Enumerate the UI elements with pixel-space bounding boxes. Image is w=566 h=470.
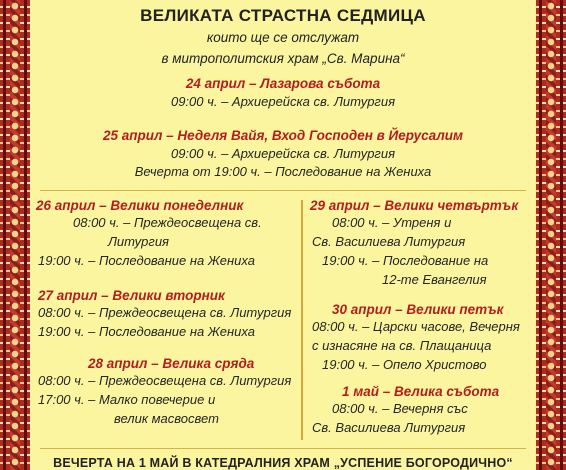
day-date: 25 април – Неделя Вайя, Вход Господен в Йерусалим	[103, 128, 463, 143]
service-line: Св. Василиева Литургия	[312, 234, 466, 249]
day-block-27-april	[36, 288, 298, 341]
day-date: 28 април – Велика сряда	[88, 356, 255, 371]
day-date: 24 април – Лазарова събота	[185, 76, 381, 91]
service-line: 09:00 ч. – Архиерейска св. Литургия	[170, 146, 396, 161]
day-date: 1 май – Велика събота	[342, 384, 500, 399]
left-ornamental-border	[0, 0, 30, 470]
service-line: 19:00 ч. – Опело Христово	[322, 357, 487, 372]
day-date: 30 април – Велики петък	[332, 302, 504, 317]
day-block-25-april	[30, 128, 536, 179]
service-line: 08:00 ч. – Преждеосвещена св. Литургия	[38, 373, 292, 388]
day-block-26-april	[36, 198, 298, 270]
service-line: 08:00 ч. – Царски часове, Вечерня	[312, 319, 520, 334]
day-block-30-april	[310, 302, 532, 374]
service-line: 19:00 ч. – Последование на Жениха	[38, 324, 255, 339]
right-ornamental-border	[536, 0, 566, 470]
service-line: Литургия	[108, 234, 170, 249]
service-line: Св. Василиева Литургия	[312, 420, 466, 435]
service-line: 08:00 ч. – Преждеосвещена св. Литургия	[38, 305, 292, 320]
footer-note: ВЕЧЕРТА НА 1 МАЙ В КАТЕДРАЛНИЯ ХРАМ „УСПЕНИЕ БОГОРОДИЧНО“	[53, 456, 513, 470]
service-line: велик масвосвет	[114, 411, 219, 426]
day-date: 29 април – Велики четвъртък	[310, 198, 519, 213]
service-line: 09:00 ч. – Архиерейска св. Литургия	[170, 94, 396, 109]
day-date: 26 април – Велики понеделник	[36, 198, 244, 213]
subtitle-line-1: които ще се отслужат	[206, 30, 360, 45]
page-title: ВЕЛИКАТА СТРАСТНА СЕДМИЦА	[140, 6, 426, 25]
service-line: 19:00 ч. – Последование на	[322, 253, 489, 268]
service-line: 19:00 ч. – Последование на Жениха	[38, 253, 255, 268]
service-line: 12-те Евангелия	[382, 272, 487, 287]
day-block-24-april	[30, 76, 536, 109]
day-block-28-april	[36, 356, 298, 428]
service-line: 08:00 ч. – Вечерня със	[332, 401, 468, 416]
service-line: 08:00 ч. – Преждеосвещена св.	[73, 215, 262, 230]
subtitle-line-2: в митрополитския храм „Св. Марина“	[161, 51, 405, 66]
service-line: 17:00 ч. – Малко повечерие и	[38, 392, 216, 407]
footer-divider	[40, 448, 526, 449]
day-block-29-april	[310, 198, 532, 289]
service-line: 08:00 ч. – Утреня и	[332, 215, 452, 230]
service-line: с изнасяне на св. Плащаница	[312, 338, 492, 353]
service-line: Вечерта от 19:00 ч. – Последование на Жениха	[134, 164, 432, 179]
section-divider	[40, 190, 526, 191]
schedule-panel	[30, 0, 536, 470]
day-date: 27 април – Велики вторник	[38, 288, 225, 303]
column-divider	[301, 200, 303, 440]
day-block-1-may	[310, 384, 532, 437]
